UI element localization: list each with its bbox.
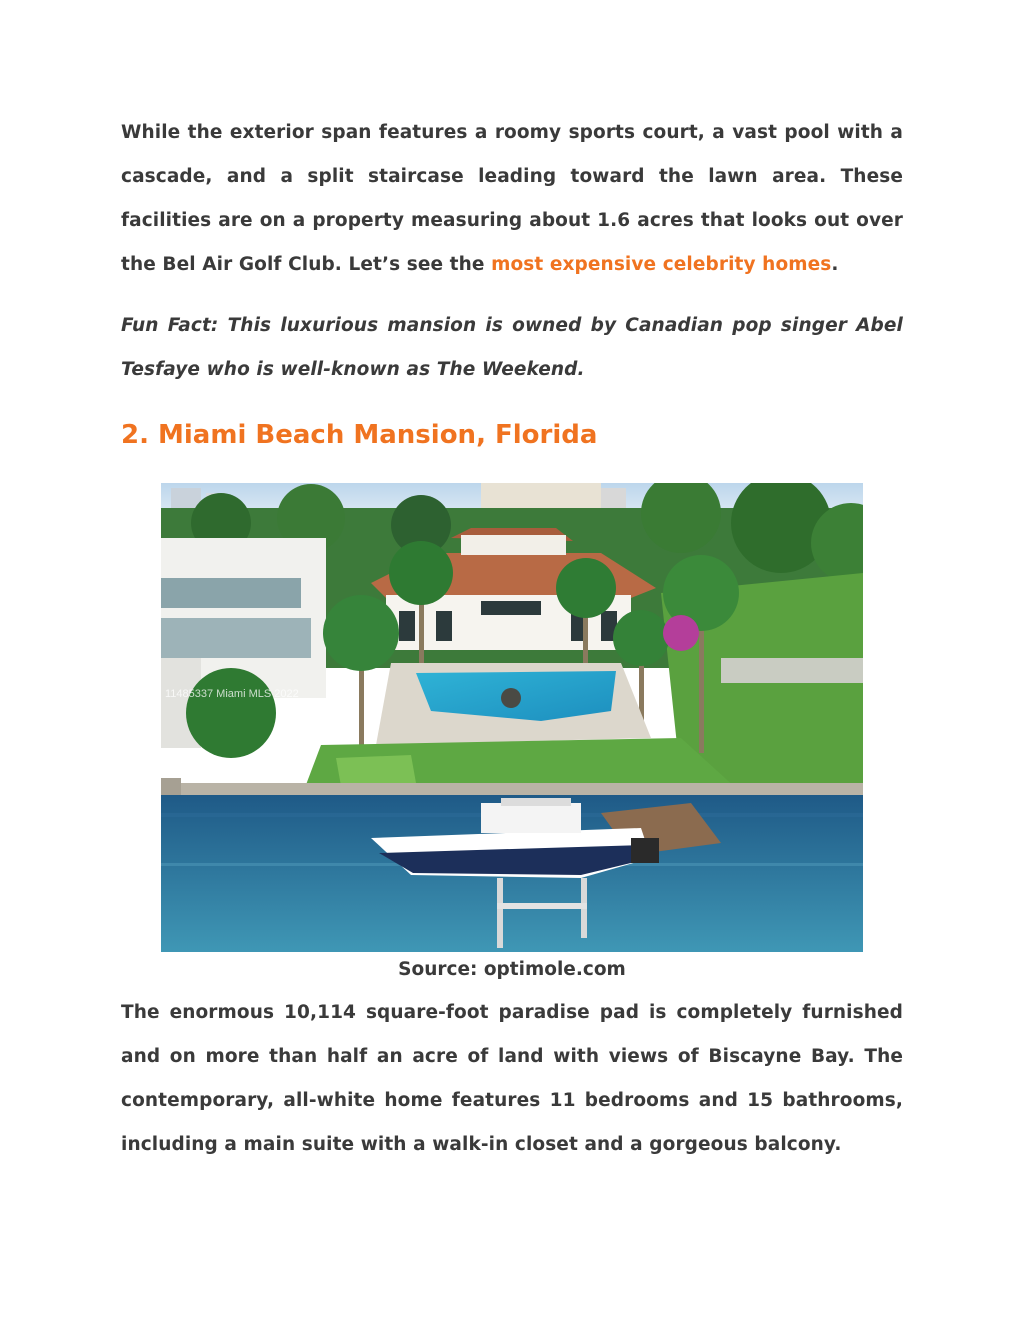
- mansion-photo: [161, 483, 863, 952]
- description-paragraph: The enormous 10,114 square-foot paradise pad is completely furnished and on more than half an acre of land with views of Biscayne Bay. The contemporary, all-white home features 11 bedrooms and 15 bathrooms, including a main suite with a walk-in closet and a gorgeous balcony.: [121, 1002, 903, 1155]
- fun-fact-paragraph: [121, 304, 903, 392]
- photo-watermark: 11485337 Miami MLS 2022: [165, 688, 299, 700]
- intro-text-end: .: [831, 254, 839, 275]
- intro-paragraph: [121, 111, 903, 287]
- intro-text: While the exterior span features a roomy sports court, a vast pool with a cascade, and a split staircase leading toward the lawn area. These facilities are on a property measuring about 1.6 acres that looks out over the Bel Air Golf Club. Let’s see the: [121, 122, 903, 275]
- fun-fact-text: : This luxurious mansion is owned by Canadian pop singer Abel Tesfaye who is well-known as The Weekend.: [121, 315, 903, 380]
- celebrity-homes-link[interactable]: most expensive celebrity homes: [491, 254, 832, 275]
- section-heading: 2. Miami Beach Mansion, Florida: [121, 420, 598, 450]
- fun-fact-label: Fun Fact: [121, 315, 211, 336]
- photo-caption: Source: optimole.com: [398, 959, 626, 980]
